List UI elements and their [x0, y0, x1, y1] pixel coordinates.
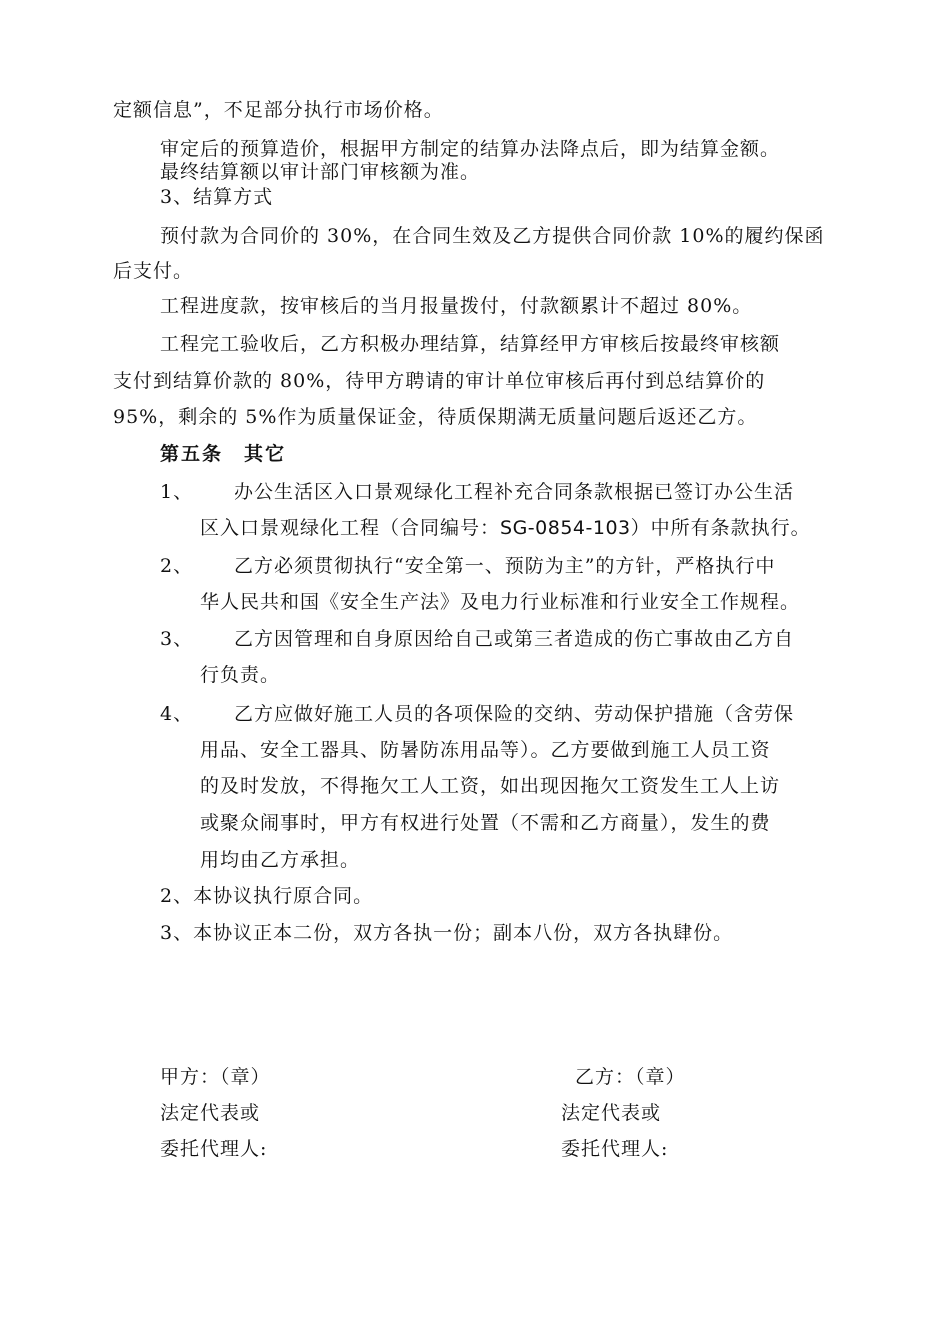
section-title: 3、结算方式 — [160, 186, 274, 208]
paragraph-line: 定额信息”，不足部分执行市场价格。 — [113, 99, 444, 121]
list-item-line: 用均由乙方承担。 — [200, 849, 361, 871]
party-a-representative: 法定代表或 — [160, 1102, 261, 1124]
paragraph-line: 工程完工验收后，乙方积极办理结算，结算经甲方审核后按最终审核额 — [160, 333, 781, 355]
list-item-number: 1、 — [160, 481, 194, 503]
party-b-label: 乙方：（章） — [575, 1066, 686, 1088]
clause-line: 2、本协议执行原合同。 — [160, 885, 374, 907]
article-heading: 第五条 其它 — [160, 443, 287, 465]
list-item-number: 2、 — [160, 555, 194, 577]
list-item-line: 乙方必须贯彻执行“安全第一、预防为主”的方针，严格执行中 — [234, 555, 776, 577]
list-item-number: 3、 — [160, 628, 194, 650]
list-item-line — [200, 516, 811, 540]
party-a-label: 甲方：（章） — [160, 1066, 271, 1088]
paragraph-line: 审定后的预算造价，根据甲方制定的结算办法降点后，即为结算金额。 — [160, 138, 781, 160]
list-item-text: 区入口景观绿化工程（合同编号： — [200, 517, 501, 539]
party-b-agent: 委托代理人: — [561, 1138, 669, 1160]
paragraph-line: 95%，剩余的 5%作为质量保证金，待质保期满无质量问题后返还乙方。 — [113, 406, 758, 428]
list-item-text: ）中所有条款执行。 — [630, 517, 811, 539]
party-a-agent: 委托代理人: — [160, 1138, 268, 1160]
paragraph-line: 支付到结算价款的 80%，待甲方聘请的审计单位审核后再付到总结算价的 — [113, 370, 766, 392]
list-item-line: 的及时发放，不得拖欠工人工资，如出现因拖欠工资发生工人上访 — [200, 775, 781, 797]
party-b-representative: 法定代表或 — [561, 1102, 662, 1124]
paragraph-line: 最终结算额以审计部门审核额为准。 — [160, 161, 481, 183]
list-item-line: 华人民共和国《安全生产法》及电力行业标准和行业安全工作规程。 — [200, 591, 801, 613]
paragraph-line: 预付款为合同价的 30%，在合同生效及乙方提供合同价款 10%的履约保函 — [160, 225, 825, 247]
paragraph-line: 后支付。 — [113, 260, 194, 282]
list-item-line: 乙方因管理和自身原因给自己或第三者造成的伤亡事故由乙方自 — [234, 628, 795, 650]
list-item-line: 或聚众闹事时，甲方有权进行处置（不需和乙方商量），发生的费 — [200, 812, 771, 834]
contract-number: SG-0854-103 — [500, 517, 631, 539]
list-item-line: 乙方应做好施工人员的各项保险的交纳、劳动保护措施（含劳保 — [234, 703, 795, 725]
list-item-line: 用品、安全工器具、防暑防冻用品等）。乙方要做到施工人员工资 — [200, 739, 771, 761]
list-item-line: 办公生活区入口景观绿化工程补充合同条款根据已签订办公生活 — [234, 481, 795, 503]
paragraph-line: 工程进度款，按审核后的当月报量拨付，付款额累计不超过 80%。 — [160, 295, 753, 317]
list-item-number: 4、 — [160, 703, 194, 725]
list-item-line: 行负责。 — [200, 664, 281, 686]
clause-line: 3、本协议正本二份，双方各执一份；副本八份，双方各执肆份。 — [160, 922, 734, 944]
